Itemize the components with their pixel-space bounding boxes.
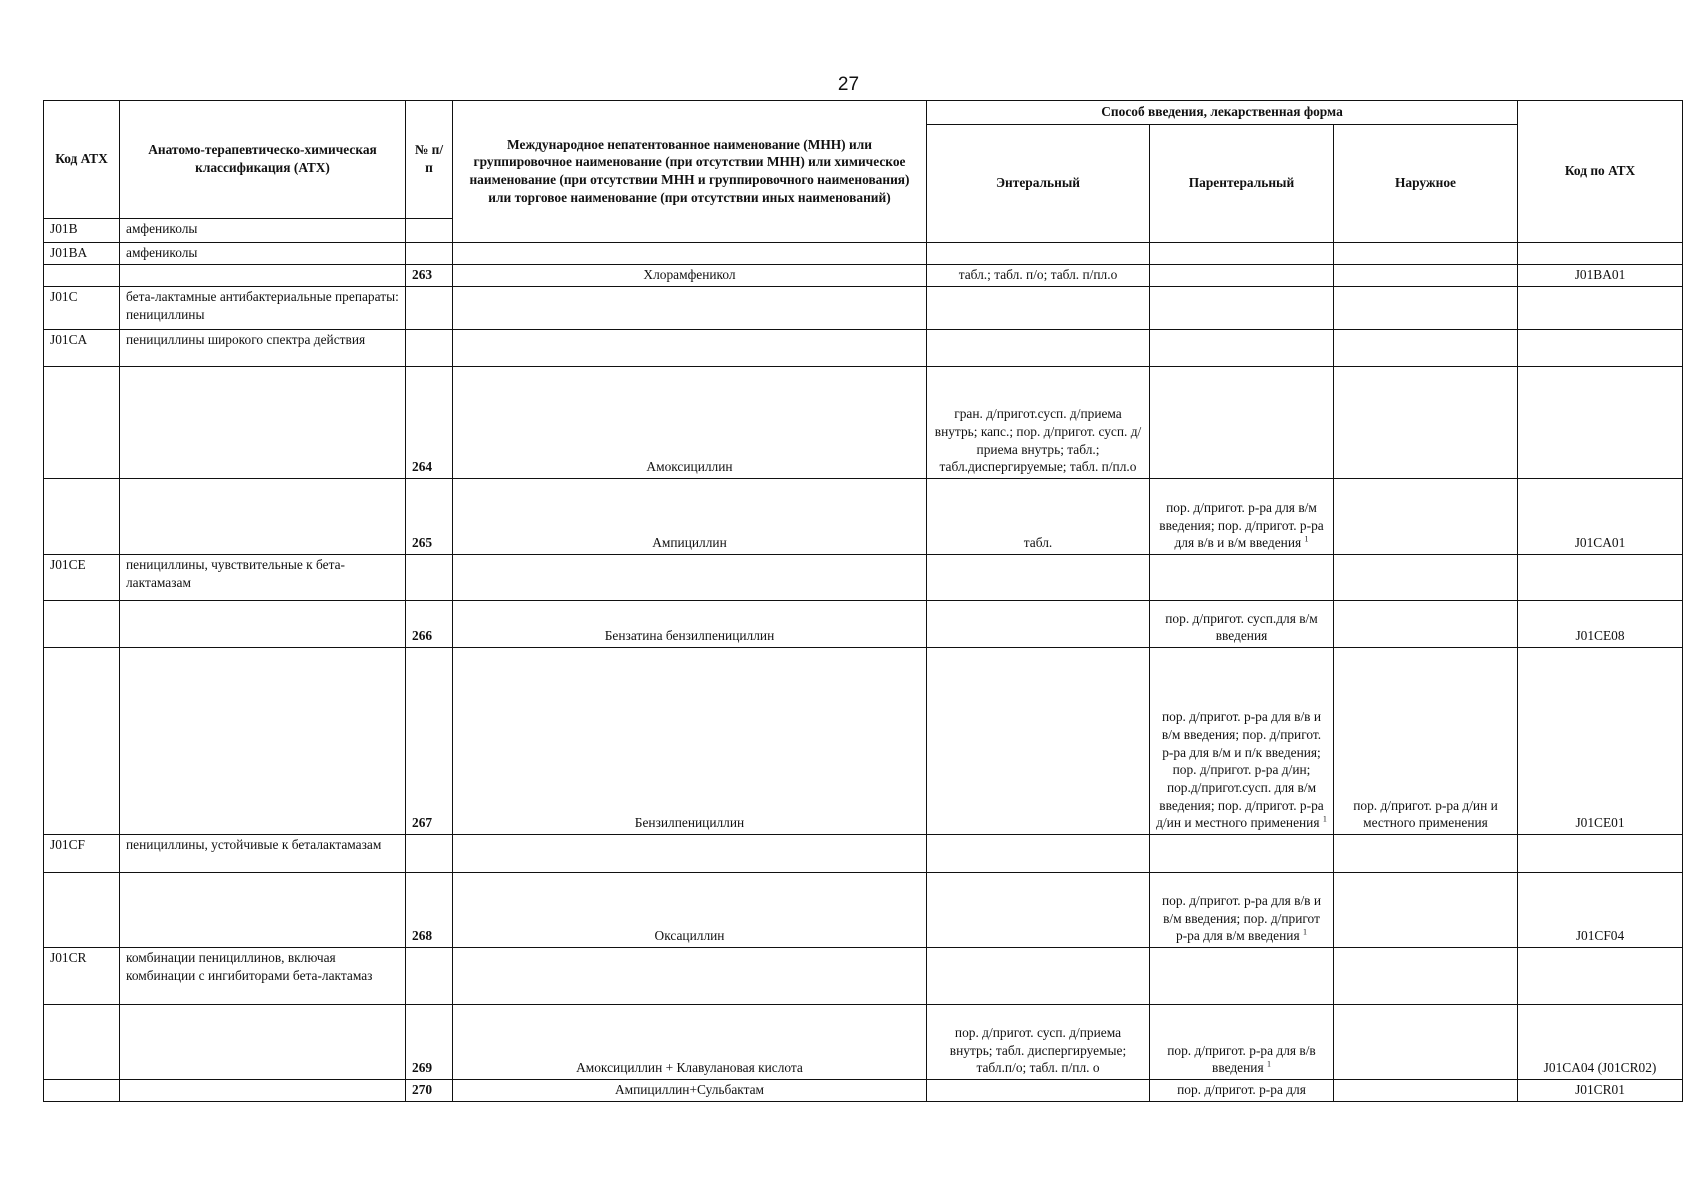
atc-group-name-text: бета-лактамные антибактериальные препараты: пенициллины (126, 289, 399, 322)
drug-name (453, 873, 927, 948)
external-form (1334, 367, 1518, 479)
page-number: 27 (837, 74, 860, 95)
atc-group-code (44, 243, 120, 265)
table-row (44, 287, 1683, 330)
empty-cell (1518, 835, 1683, 873)
row-number-text: 264 (412, 459, 433, 475)
parenteral-form-text: пор. д/пригот. р-ра для (1177, 1082, 1306, 1098)
empty-cell (1518, 948, 1683, 1005)
empty-cell (44, 873, 120, 948)
empty-cell (406, 330, 453, 367)
parenteral-form-text: пор. д/пригот. р-ра для в/в и в/м введения; пор. д/пригот. р-ра для в/м и п/к введения; пор. д/пригот. р-ра д/ин; пор.д/пригот.сусп. для в/м введения; пор. д/пригот. р-ра д/ин и местного применения (1156, 709, 1324, 831)
empty-cell (120, 265, 406, 287)
atc-code-text: J01BA01 (1574, 267, 1626, 283)
row-number-text: 263 (412, 267, 433, 283)
footnote-marker: 1 (1266, 1059, 1271, 1069)
atc-code-text: J01CF04 (1575, 928, 1625, 944)
enteral-form (927, 479, 1150, 555)
atc-code (1518, 265, 1683, 287)
empty-cell (120, 479, 406, 555)
parenteral-form (1150, 265, 1334, 287)
table-row (44, 948, 1683, 1005)
header-classification: Анатомо-терапевтическо-химическая классификация (АТХ) (120, 101, 406, 219)
drug-name (453, 601, 927, 648)
atc-code (1518, 1005, 1683, 1080)
row-number-text: 266 (412, 628, 433, 644)
row-number-text: 269 (412, 1060, 433, 1076)
row-number (406, 1005, 453, 1080)
header-enteral: Энтеральный (927, 125, 1150, 243)
external-form-text: пор. д/пригот. р-ра д/ин и местного применения (1353, 797, 1498, 831)
drug-table (43, 100, 1683, 1102)
empty-cell (453, 287, 927, 330)
atc-group-name-text: пенициллины, чувствительные к бета-лактамазам (126, 557, 346, 590)
atc-code (1518, 1080, 1683, 1102)
parenteral-form (1150, 648, 1334, 835)
parenteral-form (1150, 601, 1334, 648)
empty-cell (453, 330, 927, 367)
enteral-form (927, 648, 1150, 835)
empty-cell (44, 601, 120, 648)
external-form (1334, 873, 1518, 948)
row-number (406, 367, 453, 479)
drug-name-text: Хлорамфеникол (643, 267, 736, 283)
empty-cell (1150, 287, 1334, 330)
header-num: № п/п (406, 101, 453, 219)
atc-group-name-text: амфениколы (126, 245, 198, 260)
empty-cell (406, 555, 453, 601)
header-mnn: Международное непатентованное наименование (МНН) или группировочное наименование (при отсутствии МНН) или химическое наименование (при отсутствии МНН и группировочного наименования) или торговое наименование (при отсутствии иных наименований) (453, 101, 927, 243)
enteral-form (927, 873, 1150, 948)
atc-group-code (44, 330, 120, 367)
enteral-form (927, 1080, 1150, 1102)
row-number (406, 265, 453, 287)
empty-cell (1518, 287, 1683, 330)
header-row-1 (44, 101, 1683, 125)
drug-name (453, 1005, 927, 1080)
table-row (44, 367, 1683, 479)
atc-group-name (120, 243, 406, 265)
drug-name (453, 367, 927, 479)
table-row (44, 330, 1683, 367)
empty-cell (406, 835, 453, 873)
empty-cell (406, 219, 453, 243)
empty-cell (927, 287, 1150, 330)
empty-cell (44, 648, 120, 835)
row-number (406, 601, 453, 648)
empty-cell (1334, 555, 1518, 601)
drug-name-text: Оксациллин (654, 928, 725, 944)
empty-cell (1334, 835, 1518, 873)
drug-name (453, 648, 927, 835)
table-row (44, 1005, 1683, 1080)
atc-code (1518, 601, 1683, 648)
empty-cell (44, 1005, 120, 1080)
empty-cell (406, 948, 453, 1005)
enteral-form-text: пор. д/пригот. сусп. д/приема внутрь; табл. диспергируемые; табл.п/о; табл. п/пл. о (949, 1024, 1127, 1076)
parenteral-form (1150, 479, 1334, 555)
row-number (406, 1080, 453, 1102)
empty-cell (120, 601, 406, 648)
atc-code-text: J01CA04 (J01CR02) (1543, 1060, 1657, 1076)
table-row (44, 243, 1683, 265)
enteral-form (927, 367, 1150, 479)
header-parenteral: Парентеральный (1150, 125, 1334, 243)
empty-cell (927, 243, 1150, 265)
atc-group-code-text: J01CF (50, 837, 85, 852)
empty-cell (406, 243, 453, 265)
header-external: Наружное (1334, 125, 1518, 243)
drug-name-text: Бензилпенициллин (634, 815, 745, 831)
atc-group-code-text: J01BA (50, 245, 88, 260)
enteral-form-text: табл.; табл. п/о; табл. п/пл.о (958, 267, 1118, 283)
atc-group-name (120, 948, 406, 1005)
enteral-form (927, 601, 1150, 648)
atc-group-code (44, 555, 120, 601)
atc-group-name-text: пенициллины широкого спектра действия (126, 332, 366, 347)
empty-cell (1518, 555, 1683, 601)
empty-cell (1334, 287, 1518, 330)
atc-group-name: амфениколы (120, 219, 406, 243)
header-route-group: Способ введения, лекарственная форма (927, 101, 1518, 125)
row-number (406, 479, 453, 555)
atc-group-code: J01B (44, 219, 120, 243)
drug-name-text: Ампициллин+Сульбактам (614, 1082, 765, 1098)
table-row (44, 555, 1683, 601)
drug-name (453, 1080, 927, 1102)
empty-cell (44, 265, 120, 287)
empty-cell (927, 330, 1150, 367)
row-number (406, 648, 453, 835)
empty-cell (453, 948, 927, 1005)
external-form (1334, 1005, 1518, 1080)
external-form (1334, 1080, 1518, 1102)
atc-group-code-text: J01CA (50, 332, 88, 347)
drug-name-text: Амоксициллин (646, 459, 733, 475)
empty-cell (1518, 243, 1683, 265)
atc-group-code-text: J01CE (50, 557, 86, 572)
empty-cell (453, 243, 927, 265)
atc-group-name (120, 330, 406, 367)
empty-cell (1334, 243, 1518, 265)
atc-group-name (120, 555, 406, 601)
header-atc-code: Код по АТХ (1518, 101, 1683, 243)
empty-cell (453, 835, 927, 873)
row-number-text: 267 (412, 815, 433, 831)
parenteral-form-text: пор. д/пригот. р-ра для в/в введения (1167, 1042, 1316, 1076)
empty-cell (1334, 948, 1518, 1005)
table-row (44, 601, 1683, 648)
parenteral-form (1150, 1005, 1334, 1080)
enteral-form (927, 1005, 1150, 1080)
empty-cell (1150, 555, 1334, 601)
empty-cell (453, 555, 927, 601)
parenteral-form-text: пор. д/пригот. р-ра для в/м введения; пор. д/пригот. р-ра для в/в и в/м введения (1159, 499, 1324, 551)
empty-cell (120, 1080, 406, 1102)
empty-cell (120, 873, 406, 948)
atc-group-name (120, 835, 406, 873)
footnote-marker: 1 (1304, 534, 1309, 544)
parenteral-form-text: пор. д/пригот. р-ра для в/в и в/м введения; пор. д/пригот р-ра для в/м введения (1161, 892, 1322, 944)
empty-cell (1150, 330, 1334, 367)
row-number (406, 873, 453, 948)
table-row (44, 479, 1683, 555)
enteral-form-text: табл. (1023, 535, 1053, 551)
empty-cell (927, 835, 1150, 873)
parenteral-form (1150, 873, 1334, 948)
header-code-atc: Код АТХ (44, 101, 120, 219)
atc-code (1518, 648, 1683, 835)
external-form (1334, 479, 1518, 555)
atc-group-code (44, 835, 120, 873)
table-row (44, 873, 1683, 948)
empty-cell (1334, 330, 1518, 367)
atc-code-text: J01CR01 (1575, 1082, 1625, 1098)
atc-code (1518, 873, 1683, 948)
table-row (44, 1080, 1683, 1102)
empty-cell (1518, 330, 1683, 367)
empty-cell (1150, 243, 1334, 265)
enteral-form (927, 265, 1150, 287)
footnote-marker: 1 (1322, 814, 1327, 824)
atc-code-text: J01CA01 (1574, 535, 1626, 551)
row-number-text: 265 (412, 535, 433, 551)
atc-group-name-text: комбинации пенициллинов, включая комбинации с ингибиторами бета-лактамаз (126, 950, 373, 983)
atc-group-name (120, 287, 406, 330)
drug-name (453, 479, 927, 555)
table-row (44, 835, 1683, 873)
external-form (1334, 601, 1518, 648)
table-row (44, 265, 1683, 287)
parenteral-form-text: пор. д/пригот. сусп.для в/м введения (1165, 610, 1318, 644)
empty-cell (44, 367, 120, 479)
drug-name-text: Амоксициллин + Клавулановая кислота (576, 1060, 803, 1076)
atc-group-code-text: J01C (50, 289, 78, 304)
atc-code (1518, 367, 1683, 479)
atc-group-code-text: J01CR (50, 950, 87, 965)
atc-code-text: J01CE01 (1575, 815, 1625, 831)
empty-cell (44, 1080, 120, 1102)
empty-cell (120, 648, 406, 835)
parenteral-form (1150, 1080, 1334, 1102)
atc-code-text: J01CE08 (1575, 628, 1625, 644)
empty-cell (927, 948, 1150, 1005)
footnote-marker: 1 (1302, 927, 1307, 937)
empty-cell (120, 367, 406, 479)
drug-name-text: Бензатина бензилпенициллин (604, 628, 775, 644)
table-row (44, 648, 1683, 835)
atc-group-code (44, 287, 120, 330)
atc-code (1518, 479, 1683, 555)
empty-cell (1150, 835, 1334, 873)
empty-cell (44, 479, 120, 555)
atc-group-code (44, 948, 120, 1005)
empty-cell (120, 1005, 406, 1080)
external-form (1334, 265, 1518, 287)
empty-cell (406, 287, 453, 330)
atc-group-name-text: пенициллины, устойчивые к беталактамазам (126, 837, 382, 852)
empty-cell (1150, 948, 1334, 1005)
empty-cell (927, 555, 1150, 601)
parenteral-form (1150, 367, 1334, 479)
drug-name (453, 265, 927, 287)
enteral-form-text: гран. д/пригот.сусп. д/приема внутрь; капс.; пор. д/пригот. сусп. д/приема внутрь; табл.; табл.диспергируемые; табл. п/пл.о (934, 406, 1142, 475)
external-form (1334, 648, 1518, 835)
row-number-text: 270 (412, 1082, 433, 1098)
drug-name-text: Ампициллин (652, 535, 727, 551)
row-number-text: 268 (412, 928, 433, 944)
